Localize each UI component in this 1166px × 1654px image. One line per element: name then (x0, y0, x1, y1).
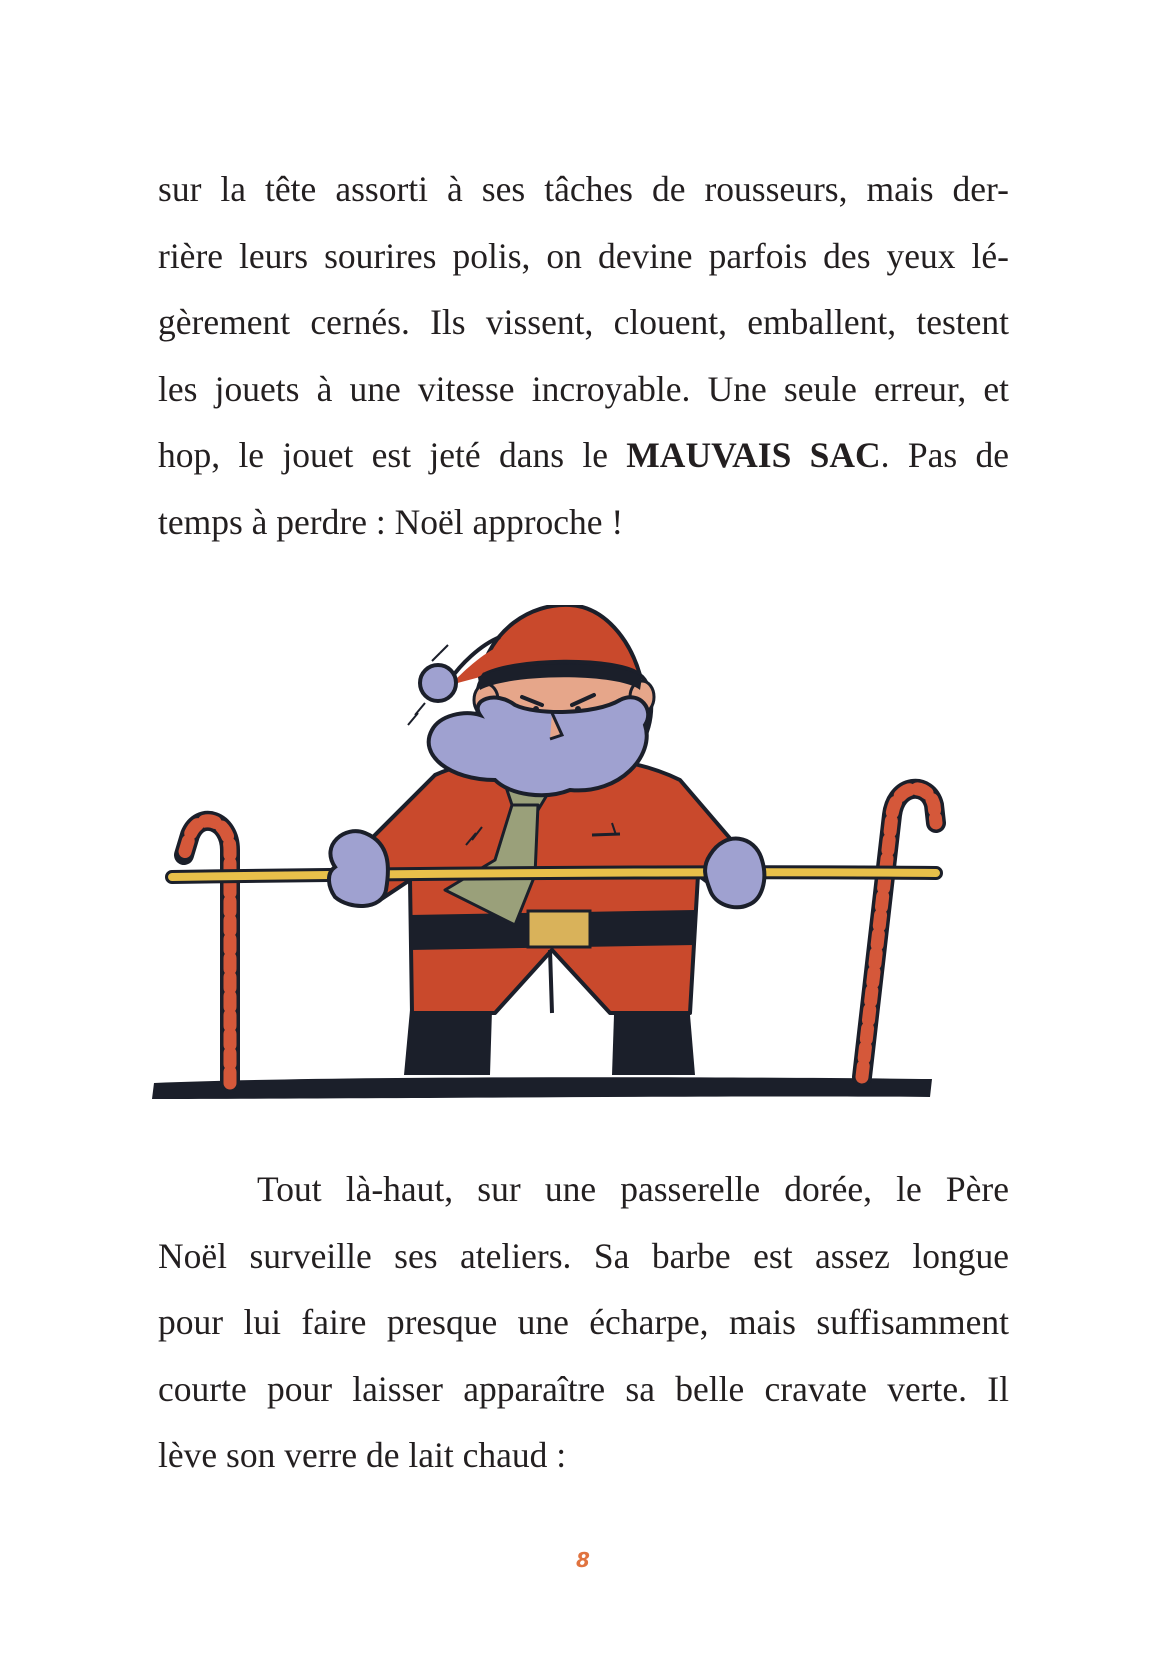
text-fragment: hop, le jouet est jeté dans le (158, 435, 627, 475)
text-line-with-bold (158, 422, 1009, 489)
text-line: les jouets à une vitesse incroyable. Une seule erreur, et (158, 368, 1009, 409)
bold-text-mauvais-sac: MAUVAIS SAC (626, 435, 881, 475)
text-line: lève son verre de lait chaud : (158, 1435, 567, 1475)
text-line: temps à perdre : Noël approche ! (158, 501, 624, 542)
text-line: sur la tête assorti à ses tâches de rousseurs, mais der- (158, 169, 1009, 209)
text-line: courte pour laisser apparaître sa belle cravate verte. Il (158, 1368, 1009, 1409)
text-line: Noël surveille ses ateliers. Sa barbe est assez longue (158, 1235, 1009, 1276)
bottom-paragraph (158, 1156, 1009, 1489)
page-number: 8 (576, 1548, 590, 1572)
text-line: rière leurs sourires polis, on devine parfois des yeux lé- (158, 235, 1009, 276)
top-paragraph (158, 156, 1009, 555)
santa-claus-illustration (150, 605, 1020, 1125)
ground-icon (152, 1077, 932, 1099)
text-line: Tout là-haut, sur une passerelle dorée, le Père (257, 1169, 1009, 1209)
candy-cane-icon (862, 789, 936, 1077)
golden-railing-icon (172, 872, 936, 877)
text-fragment: . Pas de (880, 435, 1009, 475)
candy-cane-icon (184, 821, 230, 1083)
text-line: gèrement cernés. Ils vissent, clouent, emballent, testent (158, 302, 1009, 342)
boots-icon (404, 1010, 695, 1075)
text-line: pour lui faire presque une écharpe, mais suffisamment (158, 1302, 1009, 1342)
